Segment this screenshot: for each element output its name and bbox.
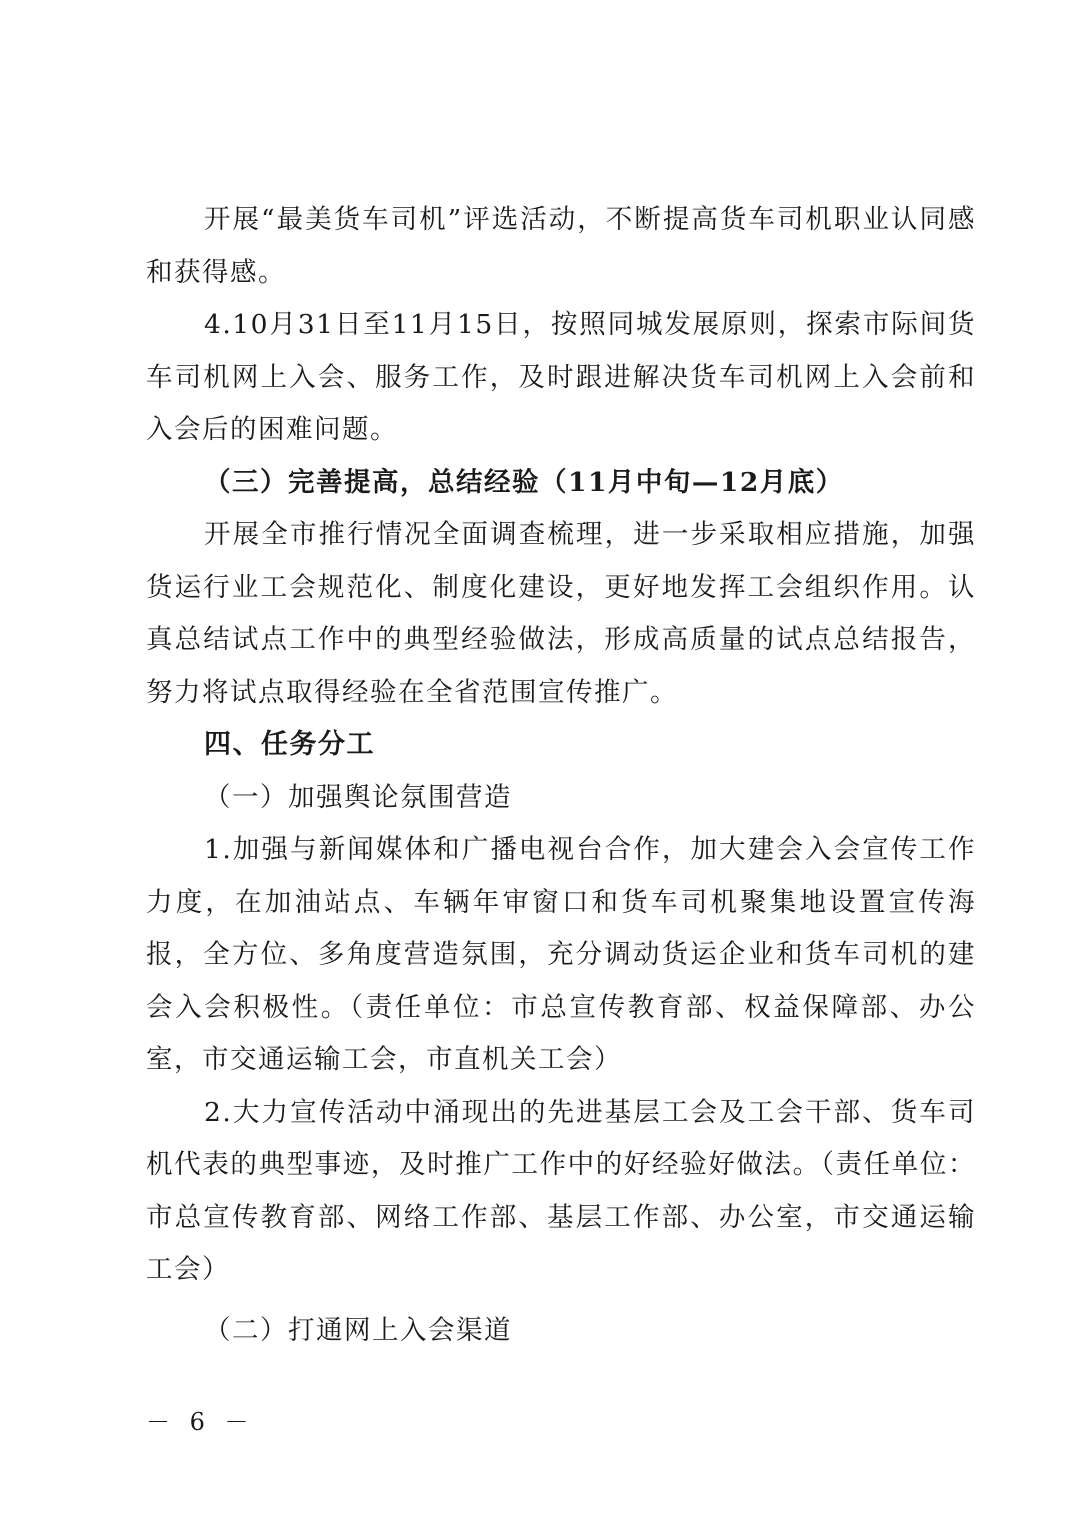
paragraph-item-4: 4.10月31日至11月15日，按照同城发展原则，探索市际间货车司机网上入会、服务工作，及时跟进解决货车司机网上入会前和入会后的困难问题。: [146, 309, 976, 445]
paragraph-task-1: 1.加强与新闻媒体和广播电视台合作，加大建会入会宣传工作力度，在加油站点、车辆年审窗口和货车司机聚集地设置宣传海报，全方位、多角度营造氛围，充分调动货运企业和货车司机的建会入会积极性。（责任单位：市总宣传教育部、权益保障部、办公室，市交通运输工会，市直机关工会）: [146, 834, 976, 1075]
paragraph-task-2: 2.大力宣传活动中涌现出的先进基层工会及工会干部、货车司机代表的典型事迹，及时推广工作中的好经验好做法。（责任单位：市总宣传教育部、网络工作部、基层工作部、办公室，市交通运输工会）: [146, 1096, 976, 1285]
subheading-online-membership: （二）打通网上入会渠道: [204, 1314, 512, 1346]
paragraph-phase-3-summary: 开展全市推行情况全面调查梳理，进一步采取相应措施，加强货运行业工会规范化、制度化建设，更好地发挥工会组织作用。认真总结试点工作中的典型经验做法，形成高质量的试点总结报告，努力将试点取得经验在全省范围宣传推广。: [146, 519, 976, 708]
subheading-public-opinion: （一）加强舆论氛围营造: [204, 781, 512, 813]
document-body: [146, 194, 976, 1357]
section-heading-task-division: 四、任务分工: [204, 729, 375, 760]
page-number: － 6 －: [146, 1408, 255, 1436]
subheading-phase-3: （三）完善提高，总结经验（11月中旬—12月底）: [204, 466, 844, 498]
paragraph-driver-selection: 开展“最美货车司机”评选活动，不断提高货车司机职业认同感和获得感。: [146, 204, 976, 288]
